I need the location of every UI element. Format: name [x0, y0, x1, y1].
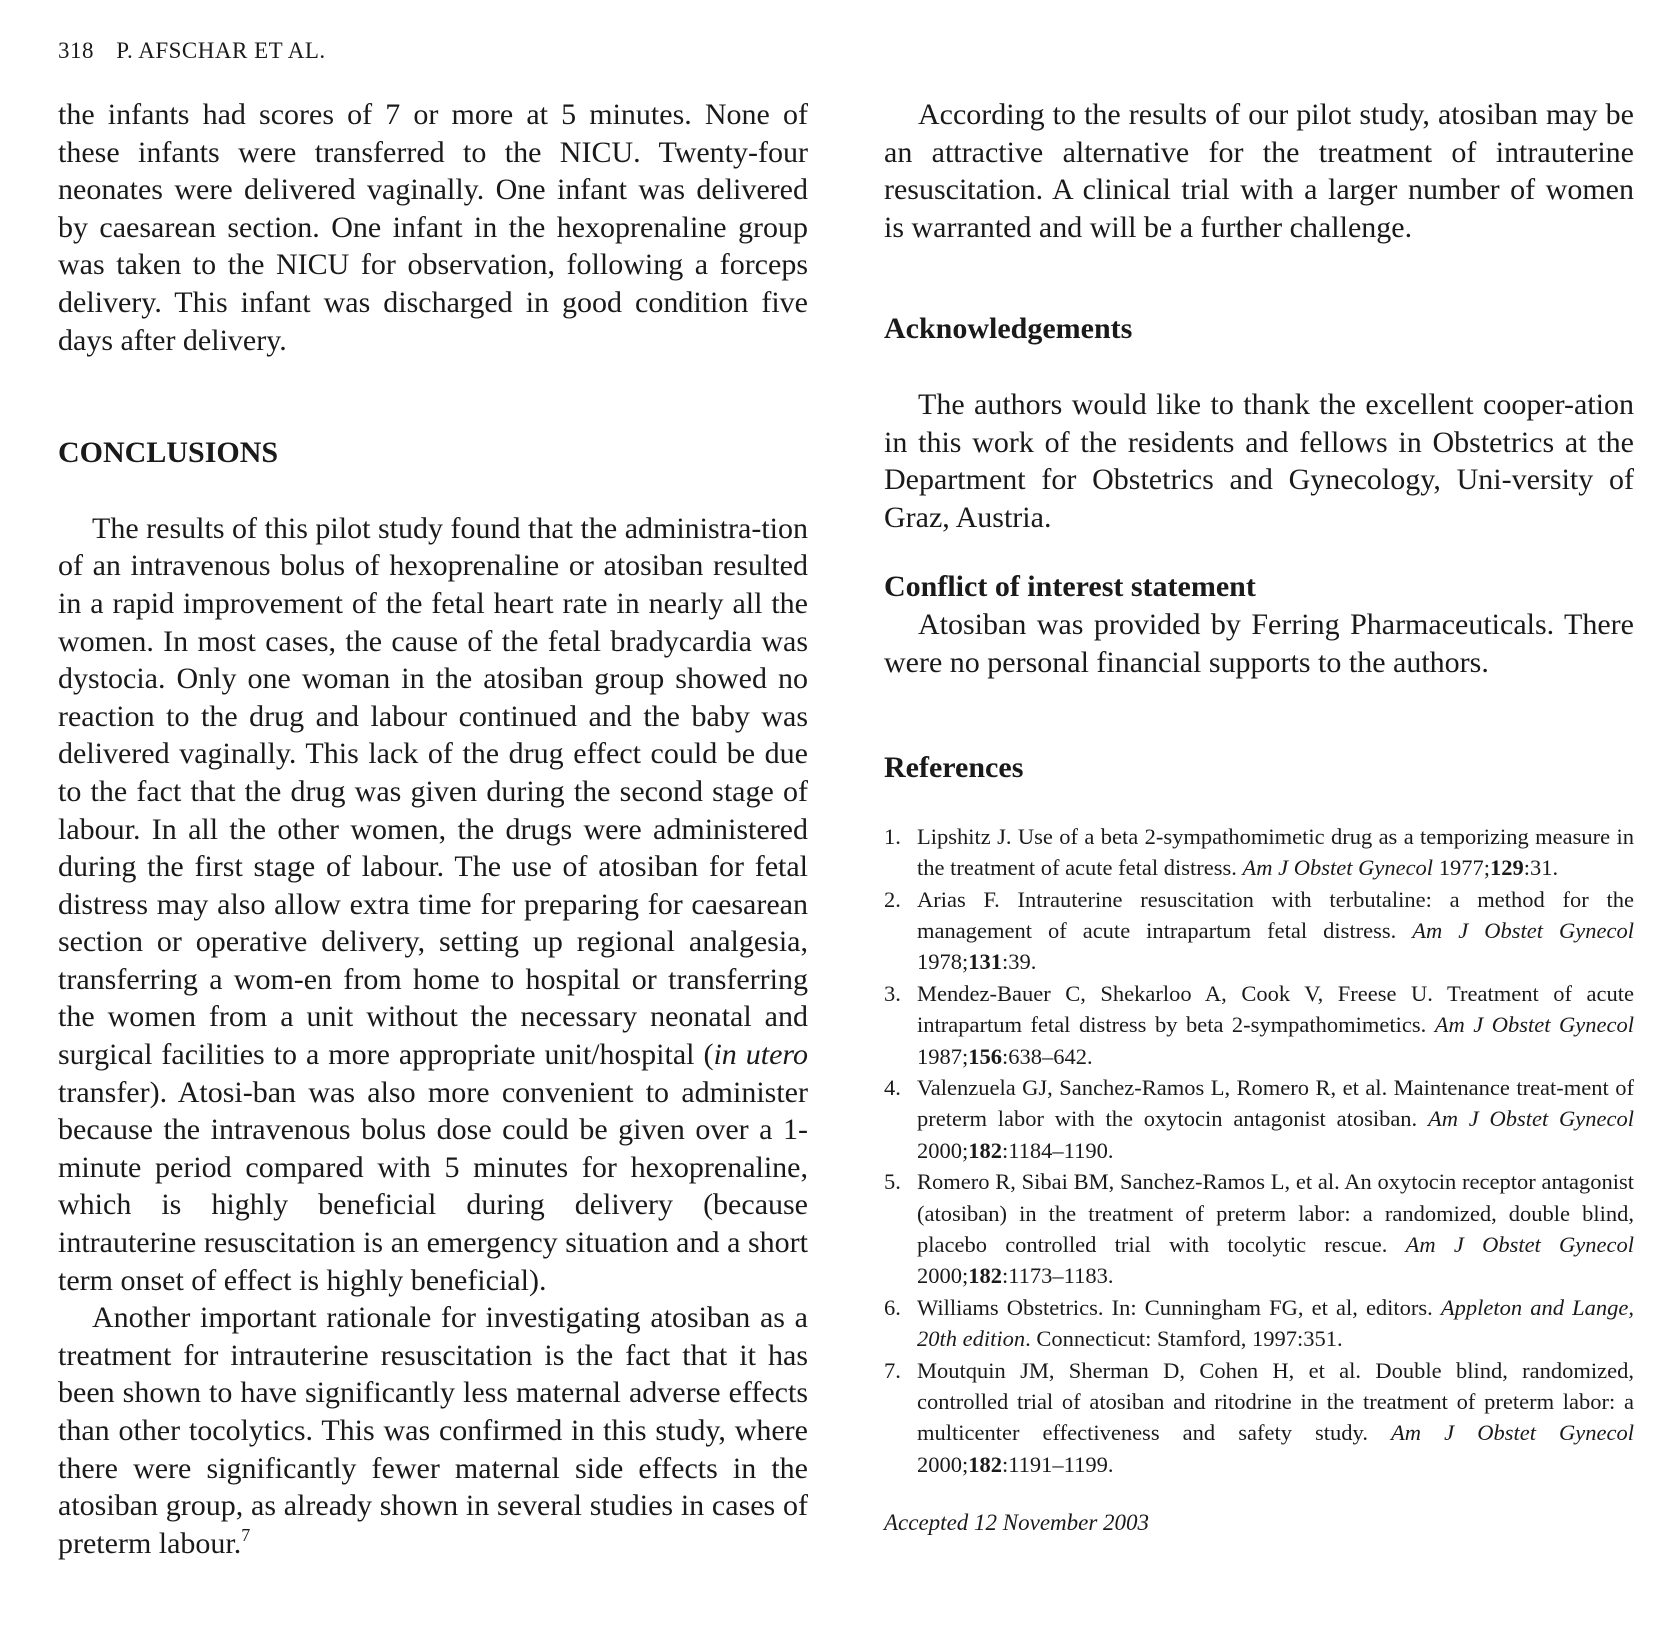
acknowledgements-text: The authors would like to thank the excellent cooper-ation in this work of the residents and fellows in Obstetrics at the Department for Obstetrics and Gynecology, Uni-versity of Graz, Austria.: [884, 387, 1634, 534]
reference-number: 6.: [884, 1294, 901, 1320]
reference-item: [884, 884, 1634, 978]
reference-year: 1977;: [1433, 855, 1490, 881]
reference-item: [884, 1355, 1634, 1481]
text-span: Another important rationale for investigating atosiban as a treatment for intrauterine resuscitation is the fact that it has been shown to have significantly less maternal adverse effects than other tocolytics. This was confirmed in this study, where there were significantly fewer maternal side effects in the atosiban group, as already shown in several studies in cases of preterm labour.: [58, 1301, 808, 1560]
conclusions-heading: CONCLUSIONS: [58, 436, 279, 470]
reference-journal: Am J Obstet Gynecol: [1412, 917, 1634, 943]
reference-volume: 182: [968, 1451, 1003, 1477]
conflict-heading: Conflict of interest statement: [884, 570, 1256, 604]
reference-journal: Am J Obstet Gynecol: [1434, 1012, 1634, 1038]
reference-number: 7.: [884, 1357, 901, 1383]
right-column: [884, 96, 1634, 1536]
citation-superscript: 7: [241, 1524, 251, 1545]
italic-term: in utero: [713, 1038, 808, 1072]
results-continuation: the infants had scores of 7 or more at 5 minutes. None of these infants were transferred to the NICU. Twenty-four neonates were delivered vaginally. One infant was delivered by caesarean section. One infant in the hexoprenaline group was taken to the NICU for observation, following a forceps delivery. This infant was discharged in good condition five days after delivery.: [58, 98, 808, 357]
reference-text: Lipshitz J. Use of a beta 2-sympathomimetic drug as a temporizing measure in the treatment of acute fetal distress.: [917, 823, 1634, 881]
references-heading: References: [884, 751, 1024, 785]
reference-item: [884, 1292, 1634, 1355]
acknowledgements-heading: Acknowledgements: [884, 312, 1133, 346]
reference-journal: Appleton and Lange, 20th edition: [917, 1294, 1635, 1352]
reference-journal: Am J Obstet Gynecol: [1242, 855, 1434, 881]
reference-text: Williams Obstetrics. In: Cunningham FG, et al, editors.: [917, 1294, 1441, 1320]
reference-item: [884, 821, 1634, 884]
left-column: [58, 96, 808, 1562]
reference-pages: :39.: [1002, 949, 1037, 975]
reference-text: Valenzuela GJ, Sanchez-Ramos L, Romero R, et al. Maintenance treat-ment of preterm labor with the oxytocin antagonist atosiban.: [917, 1074, 1634, 1132]
reference-pages: :638–642.: [1002, 1043, 1093, 1069]
reference-text: Arias F. Intrauterine resuscitation with terbutaline: a method for the management of acute intrapartum fetal distress.: [917, 886, 1634, 943]
reference-volume: 182: [968, 1263, 1003, 1289]
reference-text: Mendez-Bauer C, Shekarloo A, Cook V, Freese U. Treatment of acute intrapartum fetal distress by beta 2-sympathomimetics.: [917, 980, 1634, 1038]
reference-year: 2000;: [917, 1137, 969, 1163]
reference-number: 4.: [884, 1074, 901, 1100]
reference-volume: 182: [968, 1137, 1003, 1163]
reference-text: Romero R, Sibai BM, Sanchez-Ramos L, et al. An oxytocin receptor antagonist (atosiban) in the treatment of preterm labor: a randomized, double blind, placebo controlled trial with tocolytic rescue.: [917, 1169, 1634, 1257]
reference-volume: 129: [1489, 855, 1524, 881]
reference-list: [884, 821, 1634, 1481]
text-span: The results of this pilot study found that the administra-tion of an intravenous bolus of hexoprenaline or atosiban resulted in a rapid improvement of the fetal heart rate in nearly all the women. In most cases, the cause of the fetal bradycardia was dystocia. Only one woman in the atosiban group showed no reaction to the drug and labour continued and the baby was delivered vaginally. This lack of the drug effect could be due to the fact that the drug was given during the second stage of labour. In all the other women, the drugs were administered during the first stage of labour. The use of atosiban for fetal distress may also allow extra time for preparing for caesarean section or operative delivery, setting up regional analgesia, transferring a wom-en from home to hospital or transferring the women from a unit without the necessary neonatal and surgical facilities to a more appropriate unit/hospital (: [58, 511, 808, 1072]
reference-text: Moutquin JM, Sherman D, Cohen H, et al. Double blind, randomized, controlled trial of atosiban and ritodrine in the treatment of preterm labor: a multicenter effectiveness and safety study.: [917, 1357, 1634, 1446]
reference-number: 3.: [884, 980, 901, 1006]
running-title: P. AFSCHAR ET AL.: [116, 38, 326, 63]
reference-pages: :31.: [1523, 855, 1559, 881]
reference-item: [884, 1072, 1634, 1166]
reference-number: 5.: [884, 1169, 901, 1195]
final-conclusion-paragraph: According to the results of our pilot study, atosiban may be an attractive alternative for the treatment of intrauterine resuscitation. A clinical trial with a larger number of women is warranted and will be a further challenge.: [884, 98, 1634, 244]
reference-year: 1987;: [917, 1043, 969, 1069]
reference-year: . Connecticut: Stamford, 1997:351.: [1025, 1326, 1343, 1352]
reference-number: 1.: [884, 823, 901, 849]
reference-volume: 131: [968, 949, 1003, 975]
reference-journal: Am J Obstet Gynecol: [1391, 1420, 1634, 1446]
reference-volume: 156: [968, 1043, 1003, 1069]
reference-journal: Am J Obstet Gynecol: [1405, 1232, 1635, 1257]
reference-journal: Am J Obstet Gynecol: [1427, 1106, 1634, 1132]
reference-pages: :1173–1183.: [1002, 1263, 1114, 1289]
reference-pages: :1184–1190.: [1002, 1137, 1114, 1163]
page-number: 318: [58, 38, 94, 63]
reference-year: 2000;: [917, 1263, 969, 1289]
reference-item: [884, 978, 1634, 1072]
reference-year: 2000;: [917, 1451, 969, 1477]
conclusions-paragraph-2: [58, 1299, 808, 1562]
conclusions-paragraph-1: [58, 510, 808, 1299]
reference-pages: :1191–1199.: [1002, 1451, 1114, 1477]
reference-item: [884, 1166, 1634, 1292]
running-header: [58, 38, 326, 64]
conflict-text: Atosiban was provided by Ferring Pharmaceuticals. There were no personal financial supports to the authors.: [884, 607, 1634, 679]
accepted-date: Accepted 12 November 2003: [884, 1510, 1150, 1536]
text-span: transfer). Atosi-ban was also more convenient to administer because the intravenous bolus dose could be given over a 1-minute period compared with 5 minutes for hexoprenaline, which is highly beneficial during delivery (because intrauterine resuscitation is an emergency situation and a short term onset of effect is highly beneficial).: [58, 1075, 808, 1297]
reference-number: 2.: [884, 886, 901, 912]
reference-year: 1978;: [917, 949, 969, 975]
